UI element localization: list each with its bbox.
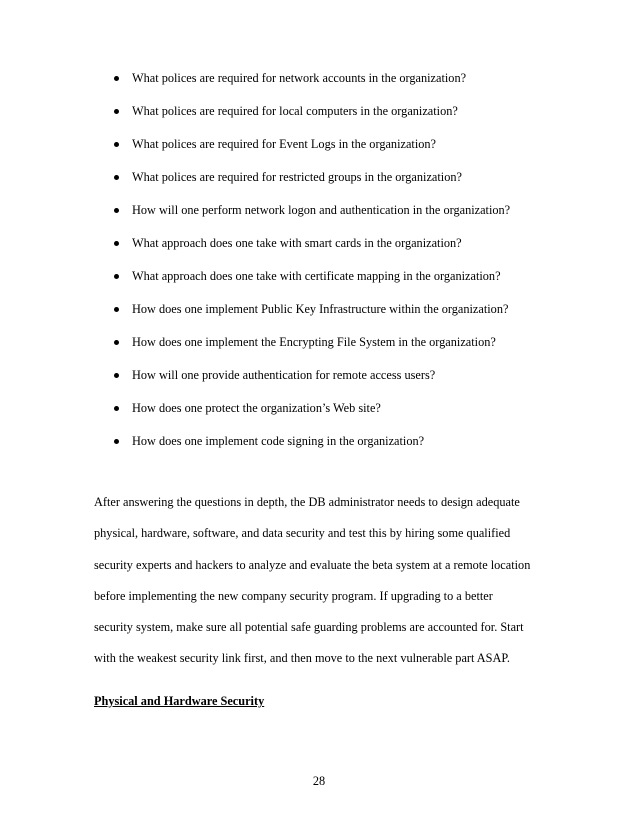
question-bullet-list: [0, 70, 638, 466]
bullet-icon: [114, 208, 119, 213]
list-item: [0, 367, 638, 400]
list-item: [0, 136, 638, 169]
bullet-icon: [114, 241, 119, 246]
bullet-icon: [114, 439, 119, 444]
list-item: [0, 334, 638, 367]
bullet-icon: [114, 76, 119, 81]
list-item: [0, 202, 638, 235]
paragraph-line: physical, hardware, software, and data security and test this by hiring some qualified: [94, 526, 511, 541]
bullet-text: How will one provide authentication for remote access users?: [132, 368, 436, 382]
bullet-text: How does one implement code signing in the organization?: [132, 434, 425, 448]
bullet-icon: [114, 406, 119, 411]
paragraph-line: before implementing the new company security program. If upgrading to a better: [94, 588, 493, 603]
bullet-icon: [114, 142, 119, 147]
paragraph-line: After answering the questions in depth, the DB administrator needs to design adequate: [94, 495, 520, 509]
list-item: [0, 268, 638, 301]
body-paragraph: [94, 487, 564, 675]
bullet-text: What polices are required for local computers in the organization?: [132, 104, 458, 118]
bullet-icon: [114, 109, 119, 114]
list-item: [0, 169, 638, 202]
bullet-icon: [114, 175, 119, 180]
bullet-text: What polices are required for restricted groups in the organization?: [132, 170, 462, 184]
bullet-text: What polices are required for network accounts in the organization?: [132, 71, 467, 85]
list-item: [0, 301, 638, 334]
bullet-icon: [114, 340, 119, 345]
section-heading: Physical and Hardware Security: [94, 694, 265, 708]
bullet-icon: [114, 274, 119, 279]
bullet-text: What approach does one take with certificate mapping in the organization?: [132, 269, 501, 283]
list-item: [0, 70, 638, 103]
list-item: [0, 103, 638, 136]
bullet-text: How does one protect the organization’s Web site?: [132, 401, 381, 415]
bullet-text: How does one implement Public Key Infrastructure within the organization?: [132, 302, 509, 316]
paragraph-line: security system, make sure all potential safe guarding problems are accounted for. Start: [94, 620, 524, 635]
bullet-text: What polices are required for Event Logs in the organization?: [132, 137, 437, 151]
paragraph-line: with the weakest security link first, and then move to the next vulnerable part ASAP.: [94, 651, 510, 666]
bullet-text: What approach does one take with smart cards in the organization?: [132, 236, 462, 250]
bullet-icon: [114, 373, 119, 378]
list-item: [0, 235, 638, 268]
list-item: [0, 433, 638, 466]
bullet-text: How will one perform network logon and authentication in the organization?: [132, 203, 511, 217]
paragraph-line: security experts and hackers to analyze and evaluate the beta system at a remote location: [94, 557, 531, 572]
list-item: [0, 400, 638, 433]
bullet-text: How does one implement the Encrypting File System in the organization?: [132, 335, 496, 349]
page-number: 28: [312, 774, 326, 788]
bullet-icon: [114, 307, 119, 312]
